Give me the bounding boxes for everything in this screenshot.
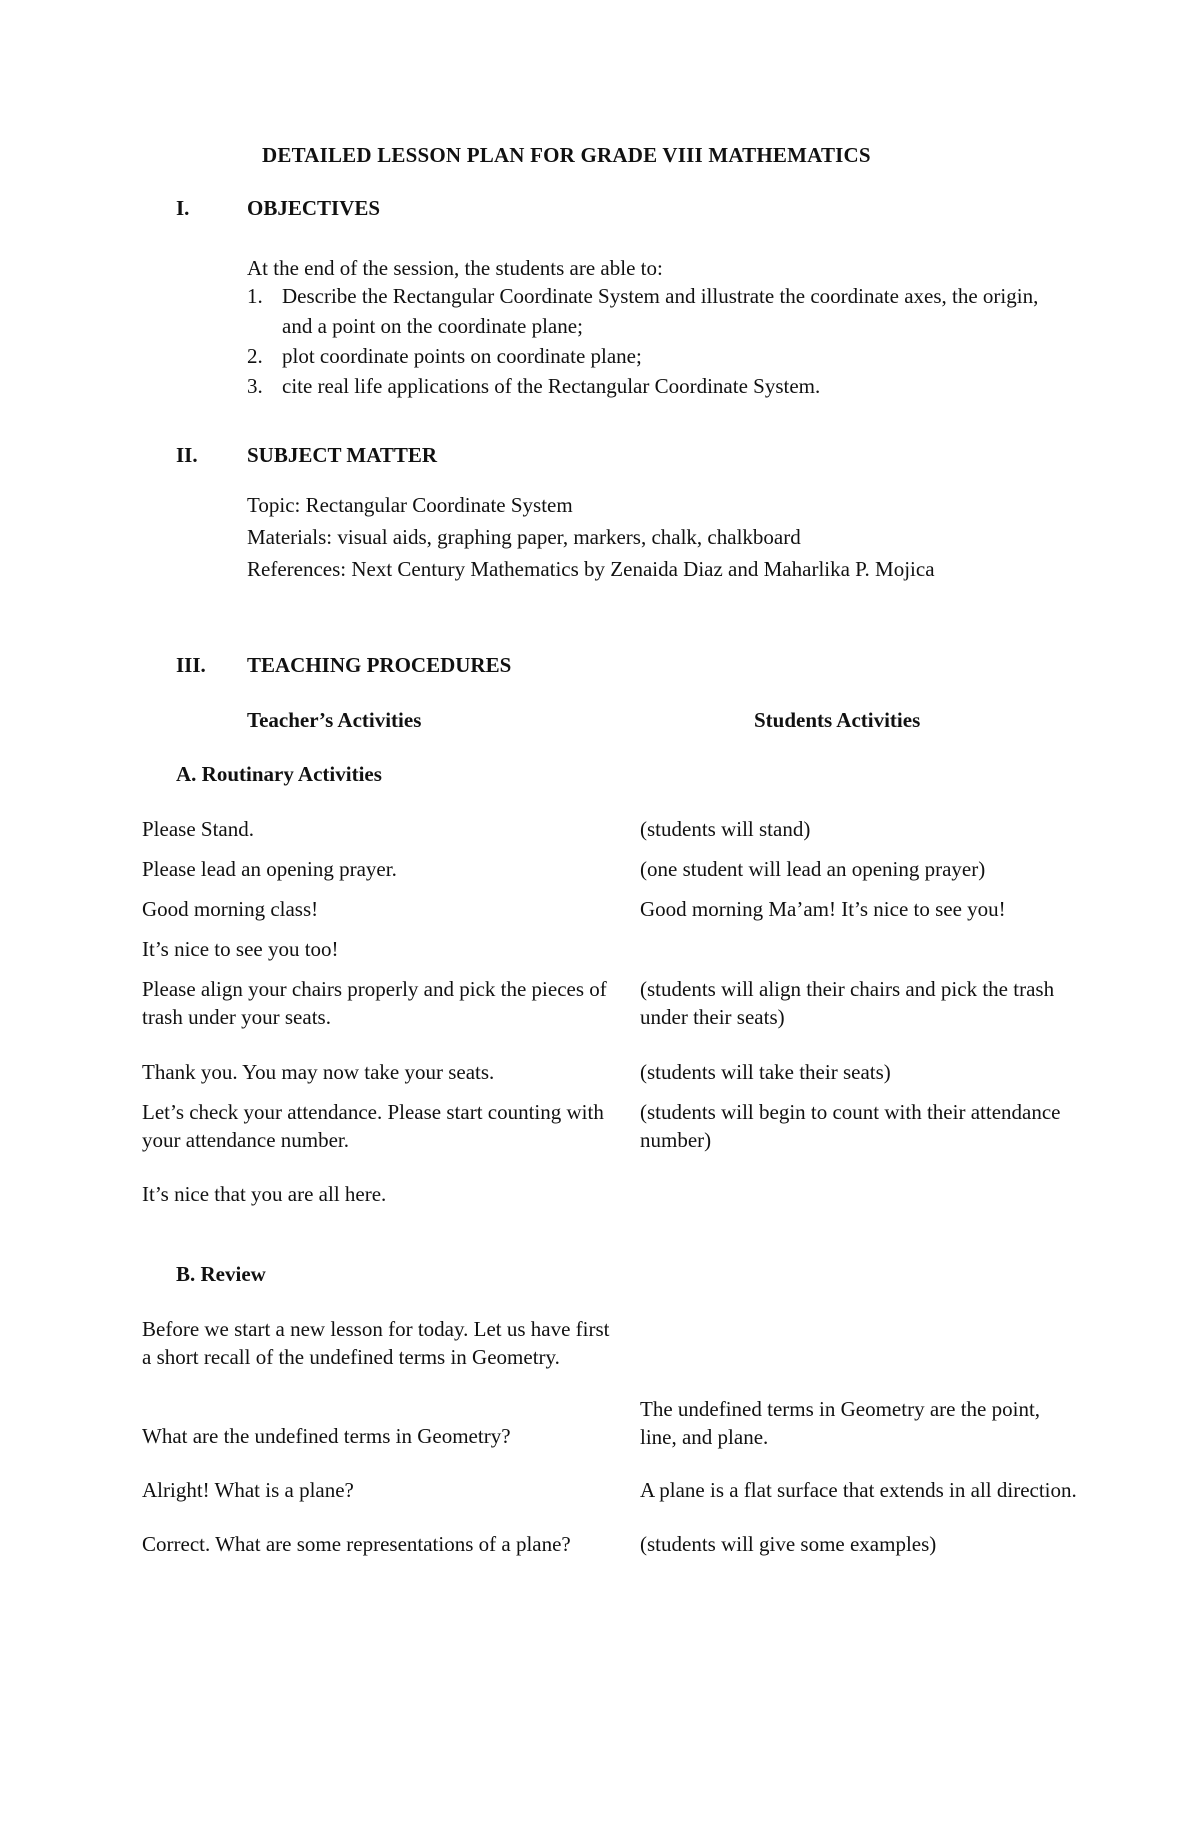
document-title: DETAILED LESSON PLAN FOR GRADE VIII MATHEMATICS	[262, 143, 871, 167]
teacher-line: What are the undefined terms in Geometry?	[142, 1424, 511, 1448]
objectives-intro: At the end of the session, the students are able to:	[247, 256, 663, 280]
student-line: (students will begin to count with their attendance number)	[640, 1100, 1061, 1152]
objective-item: 2. plot coordinate points on coordinate plane;	[247, 344, 642, 368]
teacher-line: Please align your chairs properly and pick the pieces of trash under your seats.	[142, 977, 607, 1029]
teacher-line: Correct. What are some representations of a plane?	[142, 1532, 571, 1556]
student-line: (students will take their seats)	[640, 1060, 891, 1084]
student-line: (students will stand)	[640, 817, 811, 841]
routinary-activities-heading: A. Routinary Activities	[176, 762, 382, 786]
student-line: The undefined terms in Geometry are the point, line, and plane.	[640, 1397, 1041, 1449]
section-heading-subject-matter: SUBJECT MATTER	[247, 443, 438, 467]
section-number-procedures: III.	[176, 653, 206, 677]
student-line: (students will align their chairs and pick the trash under their seats)	[640, 977, 1055, 1029]
teacher-line: It’s nice to see you too!	[142, 937, 339, 961]
teacher-line: Please lead an opening prayer.	[142, 857, 397, 881]
section-heading-procedures: TEACHING PROCEDURES	[247, 653, 512, 677]
subject-topic: Topic: Rectangular Coordinate System	[247, 493, 573, 517]
teacher-line: Thank you. You may now take your seats.	[142, 1060, 495, 1084]
teacher-line: Alright! What is a plane?	[142, 1478, 354, 1502]
section-heading-objectives: OBJECTIVES	[247, 196, 381, 220]
teacher-line: Before we start a new lesson for today. Let us have first a short recall of the undefined terms in Geometry.	[142, 1317, 610, 1369]
student-line: (one student will lead an opening prayer)	[640, 857, 986, 881]
student-line: Good morning Ma’am! It’s nice to see you!	[640, 897, 1006, 921]
objective-item: 1. Describe the Rectangular Coordinate System and illustrate the coordinate axes, the origin, and a point on the coordinate plane;	[247, 284, 1039, 338]
teacher-line: Let’s check your attendance. Please start counting with your attendance number.	[142, 1100, 604, 1152]
section-number-objectives: I.	[176, 196, 190, 220]
review-heading: B. Review	[176, 1262, 266, 1286]
objectives-list	[247, 281, 1067, 401]
student-activities-header: Students Activities	[754, 708, 921, 732]
student-line: A plane is a flat surface that extends in all direction.	[640, 1478, 1077, 1502]
teacher-line: It’s nice that you are all here.	[142, 1182, 387, 1206]
subject-references: References: Next Century Mathematics by Zenaida Diaz and Maharlika P. Mojica	[247, 557, 935, 581]
teacher-activities-header: Teacher’s Activities	[247, 708, 422, 732]
subject-materials: Materials: visual aids, graphing paper, markers, chalk, chalkboard	[247, 525, 801, 549]
student-line: (students will give some examples)	[640, 1532, 937, 1556]
section-number-subject-matter: II.	[176, 443, 198, 467]
teacher-line: Please Stand.	[142, 817, 254, 841]
objective-item: 3. cite real life applications of the Rectangular Coordinate System.	[247, 374, 821, 398]
teacher-line: Good morning class!	[142, 897, 319, 921]
